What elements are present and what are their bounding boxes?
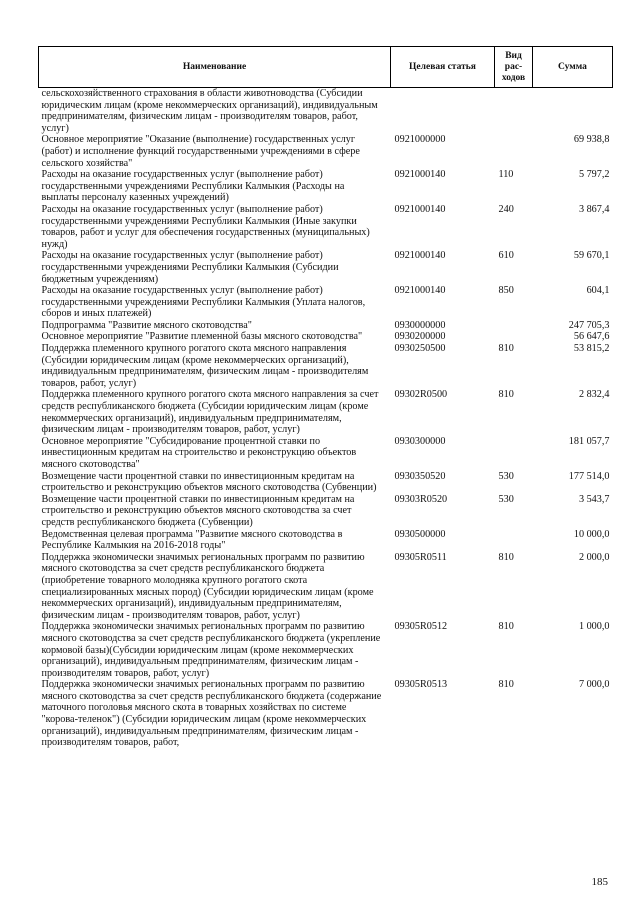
table-row bbox=[39, 552, 613, 622]
table-row bbox=[39, 494, 613, 529]
cell-name: Расходы на оказание государственных услуг (выполнение работ) государственными учреждениями Республики Калмыкия (Иные закупки товаров, работ и услуг для обеспечения государственных (муниципальных) нужд) bbox=[41, 203, 370, 250]
cell-vid bbox=[495, 134, 533, 169]
cell-name: Расходы на оказание государственных услуг (выполнение работ) государственными учреждениями Республики Калмыкия (Уплата налогов, сборов и иных платежей) bbox=[41, 285, 366, 320]
cell-name: Поддержка экономически значимых региональных программ по развитию мясного скотоводства за счет средств республиканского бюджета (приобретение товарного молодняка крупного рогатого скота специализированных мясных пород) (Субсидии юридическим лицам (кроме некоммерческих организаций), индивидуальным предпринимателям, физическим лицам - производителям товаров, работ, услуг) bbox=[41, 551, 374, 621]
cell-vid: 810 bbox=[498, 621, 514, 633]
cell-code: 0930000000 bbox=[394, 319, 446, 331]
cell-code: 0921000140 bbox=[394, 250, 446, 262]
cell-code: 09305R0512 bbox=[394, 621, 448, 633]
cell-name: Ведомственная целевая программа "Развитие мясного скотоводства в Республике Калмыкия на 2016-2018 годы" bbox=[41, 528, 343, 552]
cell-vid bbox=[495, 529, 533, 552]
header-sum: Сумма bbox=[533, 47, 613, 88]
table-row bbox=[39, 134, 613, 169]
cell-sum: 1 000,0 bbox=[578, 621, 610, 633]
cell-vid: 810 bbox=[498, 343, 514, 355]
cell-name: Поддержка племенного крупного рогатого скота мясного направления (Субсидии юридическим лицам (кроме некоммерческих организаций), индивидуальным предпринимателям, физическим лицам - производителям товаров, работ, услуг) bbox=[41, 343, 369, 389]
table-header bbox=[39, 47, 613, 88]
header-code: Целевая статья bbox=[391, 47, 495, 88]
cell-vid bbox=[495, 320, 533, 332]
cell-sum: 177 514,0 bbox=[568, 470, 610, 482]
cell-sum: 247 705,3 bbox=[568, 319, 610, 331]
cell-name: Основное мероприятие "Развитие племенной базы мясного скотоводства" bbox=[41, 331, 363, 343]
table-body bbox=[39, 88, 613, 749]
table-row bbox=[39, 88, 613, 135]
cell-vid: 810 bbox=[498, 389, 514, 401]
cell-vid: 240 bbox=[498, 203, 514, 215]
table-row bbox=[39, 204, 613, 250]
cell-name: Возмещение части процентной ставки по инвестиционным кредитам на строительство и реконструкцию объектов мясного скотоводства за счет средств республиканского бюджета (Субвенции) bbox=[41, 493, 355, 528]
cell-name: Расходы на оказание государственных услуг (выполнение работ) государственными учреждениями Республики Калмыкия (Расходы на выплаты персоналу казенных учреждений) bbox=[41, 169, 345, 204]
cell-code: 0921000000 bbox=[394, 134, 446, 146]
table-row bbox=[39, 529, 613, 552]
cell-name: Поддержка экономически значимых региональных программ по развитию мясного скотоводства за счет средств республиканского бюджета (содержание маточного поголовья мясного скота в товарных хозяйствах по системе "корова-теленок") (Субсидии юридическим лицам (кроме некоммерческих организаций), индивидуальным предпринимателям, физическим лицам - производителям товаров, работ, bbox=[41, 679, 382, 749]
cell-vid: 610 bbox=[498, 250, 514, 262]
cell-sum: 2 832,4 bbox=[578, 389, 610, 401]
cell-sum: 5 797,2 bbox=[578, 169, 610, 181]
cell-vid: 810 bbox=[498, 679, 514, 691]
table-row bbox=[39, 169, 613, 204]
cell-code: 0930300000 bbox=[394, 435, 446, 447]
table-row bbox=[39, 250, 613, 285]
table-row bbox=[39, 331, 613, 343]
cell-code: 0921000140 bbox=[394, 203, 446, 215]
cell-vid: 530 bbox=[498, 493, 514, 505]
page-number: 185 bbox=[591, 876, 608, 888]
table-row bbox=[39, 621, 613, 679]
cell-name: сельскохозяйственного страхования в области животноводства (Субсидии юридическим лицам (кроме некоммерческих организаций), индивидуальным предпринимателям, физическим лицам - производителям товаров, работ, услуг) bbox=[41, 88, 378, 134]
cell-vid bbox=[495, 331, 533, 343]
cell-sum bbox=[533, 88, 613, 135]
table-row bbox=[39, 436, 613, 471]
header-name: Наименование bbox=[39, 47, 391, 88]
cell-vid: 530 bbox=[498, 470, 514, 482]
cell-sum: 2 000,0 bbox=[578, 551, 610, 563]
table-row bbox=[39, 285, 613, 320]
cell-code: 09303R0520 bbox=[394, 493, 448, 505]
cell-sum: 10 000,0 bbox=[573, 528, 610, 540]
table-row bbox=[39, 320, 613, 332]
cell-code: 0930500000 bbox=[394, 528, 446, 540]
cell-sum: 69 938,8 bbox=[573, 134, 610, 146]
cell-code: 09305R0511 bbox=[394, 551, 447, 563]
cell-vid: 110 bbox=[498, 169, 514, 181]
cell-code: 09302R0500 bbox=[394, 389, 448, 401]
cell-sum: 604,1 bbox=[586, 285, 610, 297]
cell-vid bbox=[495, 436, 533, 471]
budget-table-page bbox=[38, 46, 612, 749]
cell-name: Поддержка экономически значимых региональных программ по развитию мясного скотоводства за счет средств республиканского бюджета (укрепление кормовой базы)(Субсидии юридическим лицам (кроме некоммерческих организаций), индивидуальным предпринимателям, физическим лицам - производителям товаров, работ, услуг) bbox=[41, 621, 381, 679]
cell-name: Поддержка племенного крупного рогатого скота мясного направления за счет средств республиканского бюджета (Субсидии юридическим лицам (кроме некоммерческих организаций), индивидуальным предпринимателям, физическим лицам - производителям товаров, работ, услуг) bbox=[41, 389, 379, 436]
cell-name: Основное мероприятие "Оказание (выполнение) государственных услуг (работ) и исполнение функций государственными учреждениями в сфере сельского хозяйства" bbox=[41, 134, 360, 169]
table-row bbox=[39, 343, 613, 389]
cell-sum: 53 815,2 bbox=[573, 343, 610, 355]
cell-code: 0930250500 bbox=[394, 343, 446, 355]
cell-sum: 181 057,7 bbox=[568, 435, 610, 447]
cell-sum: 7 000,0 bbox=[578, 679, 610, 691]
header-vid: Вид рас-ходов bbox=[495, 47, 533, 88]
cell-vid: 810 bbox=[498, 551, 514, 563]
cell-name: Подпрограмма "Развитие мясного скотоводства" bbox=[41, 319, 252, 331]
cell-code bbox=[391, 88, 495, 135]
table-row bbox=[39, 679, 613, 749]
cell-vid bbox=[495, 88, 533, 135]
cell-name: Возмещение части процентной ставки по инвестиционным кредитам на строительство и реконструкцию объектов мясного скотоводства (Субвенции) bbox=[41, 470, 377, 494]
cell-sum: 59 670,1 bbox=[573, 250, 610, 262]
cell-code: 0921000140 bbox=[394, 285, 446, 297]
cell-sum: 3 867,4 bbox=[578, 203, 610, 215]
cell-sum: 3 543,7 bbox=[578, 493, 610, 505]
table-row bbox=[39, 471, 613, 494]
table-row bbox=[39, 389, 613, 435]
cell-name: Основное мероприятие "Субсидирование процентной ставки по инвестиционным кредитам на строительство и реконструкцию объектов мясного скотоводства" bbox=[41, 435, 357, 470]
cell-code: 0921000140 bbox=[394, 169, 446, 181]
cell-code: 0930200000 bbox=[394, 331, 446, 343]
cell-code: 09305R0513 bbox=[394, 679, 448, 691]
budget-table bbox=[38, 46, 613, 749]
cell-name: Расходы на оказание государственных услуг (выполнение работ) государственными учреждениями Республики Калмыкия (Субсидии бюджетным учреждениям) bbox=[41, 250, 339, 285]
cell-sum: 56 647,6 bbox=[573, 331, 610, 343]
cell-code: 0930350520 bbox=[394, 470, 446, 482]
cell-vid: 850 bbox=[498, 285, 514, 297]
